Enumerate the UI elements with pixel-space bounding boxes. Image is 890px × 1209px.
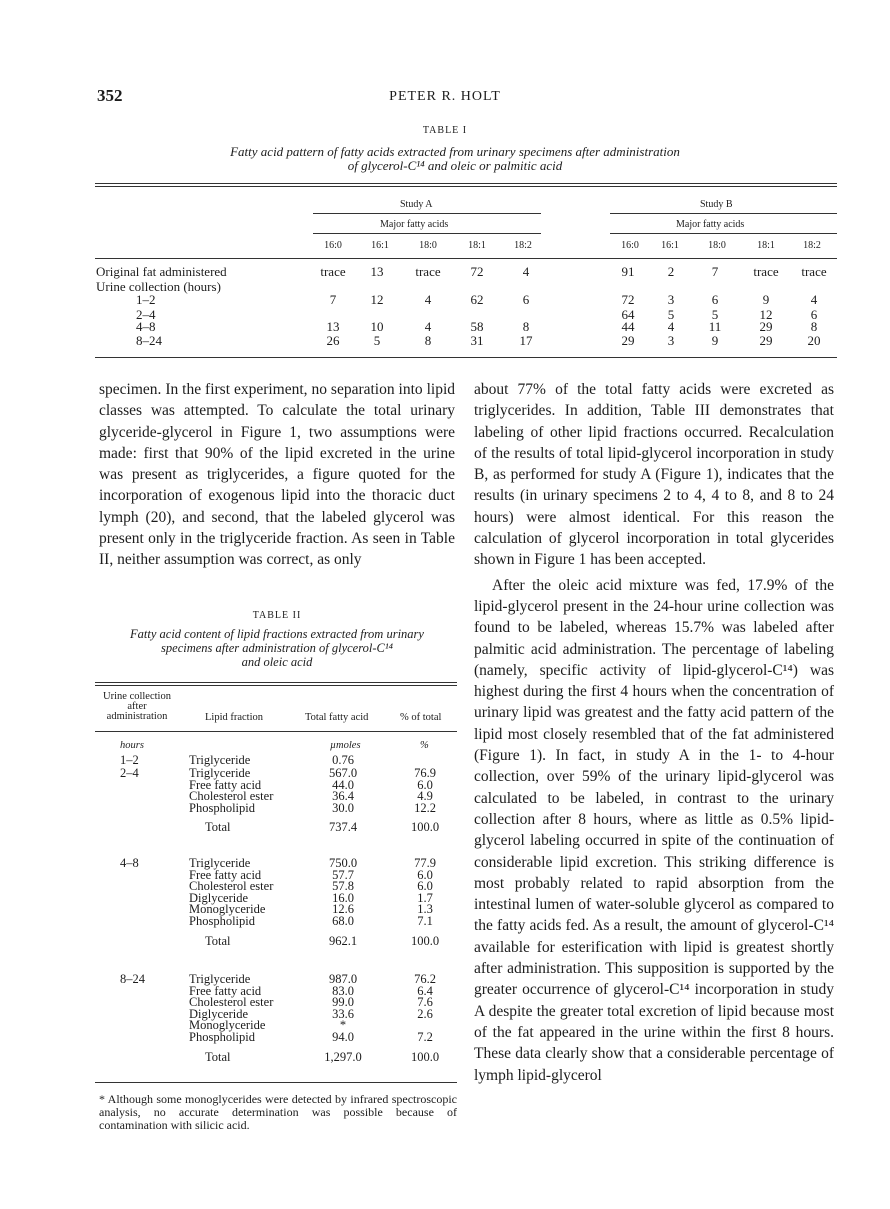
table1-cell-b: 9	[711, 333, 719, 348]
table2-pct-value: 6.0	[417, 867, 433, 882]
table2-pct-value: 7.2	[417, 1030, 433, 1044]
table2-fraction-name: Monoglyceride	[189, 902, 266, 917]
table2-fraction-name: Monoglyceride	[189, 1018, 266, 1033]
table2-total-label: Total	[205, 820, 231, 835]
table1-cell-b: 5	[711, 307, 719, 322]
table2-total-pct: 100.0	[410, 1049, 440, 1064]
table2-period: 4–8	[120, 856, 139, 870]
table2-pct-value: 1.3	[417, 902, 433, 917]
table2-total-tfa: 737.4	[328, 820, 358, 835]
table2-fraction-name: Free fatty acid	[189, 777, 262, 792]
table1-cell-a: 10	[370, 319, 384, 334]
table1-acid-head-b-3: 18:1	[757, 240, 775, 251]
table2-unit-hours: hours	[120, 740, 144, 751]
table1-cell-a: 31	[470, 333, 484, 348]
table1-cell-b: 9	[762, 292, 770, 307]
table2-pct-value: 76.9	[414, 766, 436, 780]
left-paragraph: specimen. In the first experiment, no separation into lipid classes was attempted. To calculate the total urinary glyceride-glycerol in Figure 1, two assumptions were made: first that 90% of the lipid excreted in the urine was present as triglycerides, a figure quoted for the incorporation of exogenous lipid into the thoracic duct lymph (20), and second, that the labeled glycerol was present only in the triglyceride fraction. As seen in Table II, neither assumption was correct, as only	[99, 381, 455, 569]
table2-fraction-name: Phospholipid	[189, 800, 255, 815]
table2-fraction-name: Triglyceride	[189, 753, 251, 767]
table2-tfa-value: 987.0	[328, 972, 358, 986]
table2-period: 2–4	[120, 766, 139, 780]
table1-cell-b: 3	[667, 333, 675, 348]
table2-fraction-name: Free fatty acid	[189, 983, 262, 998]
table2-fraction-name: Free fatty acid	[189, 867, 262, 882]
table2-tfa-value: 36.4	[332, 789, 354, 804]
table1-cell-b: 44	[621, 319, 635, 334]
table1-cell-b: 7	[711, 264, 719, 279]
table2-tfa-value: 0.76	[332, 753, 354, 767]
table1-cell-a: 17	[519, 333, 533, 348]
table1-acid-head-b-2: 18:0	[708, 240, 726, 251]
table2-tfa-value: 44.0	[332, 777, 354, 792]
table1-cell-b: 3	[667, 292, 675, 307]
table1-cell-b: 29	[621, 333, 635, 348]
table2-unit-pct: %	[420, 740, 429, 751]
table1-cell-b: 12	[759, 307, 773, 322]
table1-cell-a: 13	[326, 319, 340, 334]
table1-acid-head-a-2: 18:0	[419, 240, 437, 251]
table1-row-label: 1–2	[136, 292, 156, 307]
table1-cell-a: 4	[424, 292, 432, 307]
table2-fraction-name: Triglyceride	[189, 856, 251, 870]
table1-row-label: 2–4	[136, 307, 156, 322]
table2-fraction-name: Cholesterol ester	[189, 995, 274, 1010]
table1-cell-b: 6	[711, 292, 719, 307]
table1-cell-a: 62	[470, 292, 484, 307]
table1-cell-a: 5	[373, 333, 381, 348]
table1-major-b: Major fatty acids	[676, 219, 745, 230]
table2-pct-value: 77.9	[414, 856, 436, 870]
table1-caption-line1: Fatty acid pattern of fatty acids extracted from urinary specimens after administration	[230, 144, 680, 159]
table2-head-pct: % of total	[400, 712, 442, 723]
table2-total-label: Total	[205, 933, 231, 948]
table1-acid-head-a-1: 16:1	[371, 240, 389, 251]
table2-footnote: * Although some monoglycerides were detected by infrared spectroscopic analysis, no accurate determination was possible because of contamination with silicic acid.	[99, 1092, 457, 1132]
table1-cell-a: 8	[424, 333, 432, 348]
table2-fraction-name: Triglyceride	[189, 766, 251, 780]
table1-cell-a: 26	[326, 333, 340, 348]
table1-cell-a: 72	[470, 264, 484, 279]
table2-period: 8–24	[120, 972, 145, 986]
table2-label: TABLE II	[252, 610, 302, 621]
table2-pct-value: 4.9	[417, 789, 433, 804]
table1-cell-b: 4	[667, 319, 675, 334]
table2-fraction-name: Phospholipid	[189, 1030, 255, 1044]
table2-caption-line2: specimens after administration of glycerol-C¹⁴	[161, 641, 393, 655]
table2-period: 1–2	[120, 753, 139, 767]
table1-cell-a: 58	[470, 319, 484, 334]
table1-cell-b: 20	[807, 333, 821, 348]
table1-cell-b: 6	[810, 307, 818, 322]
running-head: PETER R. HOLT	[389, 89, 501, 104]
table2-pct-value: 7.6	[417, 995, 433, 1010]
table2-pct-value: 6.0	[417, 879, 433, 894]
table2-total-label: Total	[205, 1049, 231, 1064]
table1-cell-b: 4	[810, 292, 818, 307]
table2-bottom-rule	[95, 1082, 457, 1083]
table1-cell-b: trace	[753, 264, 779, 279]
table1-study-b: Study B	[700, 199, 733, 210]
table1-acid-head-b-4: 18:2	[803, 240, 821, 251]
table2-tfa-value: 99.0	[332, 995, 354, 1010]
table2-head-col1-l3: administration	[106, 711, 168, 722]
table1-row-label: 4–8	[136, 319, 156, 334]
table1-acid-head-a-3: 18:1	[468, 240, 486, 251]
table2-tfa-value: 750.0	[328, 856, 358, 870]
table2-pct-value: 1.7	[417, 890, 433, 905]
table1-cell-b: 72	[621, 292, 635, 307]
table1-cell-a: trace	[415, 264, 441, 279]
table2-pct-value: 7.1	[417, 914, 433, 928]
table2-fraction-name: Cholesterol ester	[189, 879, 274, 894]
table1-cell-b: 64	[621, 307, 635, 322]
table1-cell-a: 7	[329, 292, 337, 307]
table2-tfa-value: 12.6	[332, 902, 354, 917]
table1-cell-a: 4	[522, 264, 530, 279]
table1-caption-line2: of glycerol-C¹⁴ and oleic or palmitic acid	[347, 158, 563, 173]
table1-acid-head-a-0: 16:0	[324, 240, 342, 251]
table2-tfa-value: 68.0	[332, 914, 354, 928]
table1-acid-head-b-0: 16:0	[621, 240, 639, 251]
table1-study-a: Study A	[400, 199, 433, 210]
table2-total-pct: 100.0	[410, 933, 440, 948]
table1-cell-b: 2	[667, 264, 675, 279]
table1-label: TABLE I	[422, 125, 468, 136]
table2-fraction-name: Diglyceride	[189, 890, 249, 905]
table1-cell-a: trace	[320, 264, 346, 279]
table1-cell-b: 11	[708, 319, 722, 334]
table2-fraction-name: Diglyceride	[189, 1006, 249, 1021]
table2-pct-value: 6.0	[417, 777, 433, 792]
table2-caption-line1: Fatty acid content of lipid fractions extracted from urinary	[130, 627, 424, 641]
table2-tfa-value: 16.0	[332, 890, 354, 905]
table2-caption-line3: and oleic acid	[241, 655, 313, 669]
table1-row-label: Original fat administered	[96, 264, 227, 279]
table1-row-label: Urine collection (hours)	[96, 279, 221, 294]
table2-tfa-value: 33.6	[332, 1006, 354, 1021]
table1-major-a: Major fatty acids	[380, 219, 449, 230]
right-paragraph-2: After the oleic acid mixture was fed, 17.9% of the lipid-glycerol present in the 24-hour urine collection was found to be labeled, whereas 15.7% was labeled after palmitic acid administration. The percentage of labeling (namely, specific activity of lipid-glycerol-C¹⁴) was highest during the first 4 hours when the concentration of urinary lipid was greatest and the fatty acid pattern of the lipid most closely resembled that of the fat administered (Figure 1). In fact, in study A in the 1- to 4-hour collection, over 59% of the urinary lipid-glycerol was calculated to be labeled, in contrast to the urinary collection after 8 hours, where as little as 0.5% lipid-glycerol labeling occurred in spite of the continuation of considerable lipid excretion. This striking difference is most probably related to rapid absorption from the intestinal lumen of water-soluble glycerol as compared to the fatty acids fed. As a result, the amount of glycerol-C¹⁴ available for esterification with lipid is greatest shortly after administration. This supposition is supported by the greater occurrence of glycerol-C¹⁴ incorporation in study A despite the greater total excretion of lipid because most of the fat appeared in the urine within the first 8 hours. These data clearly show that a considerable percentage of lymph lipid-glycerol	[474, 576, 834, 1084]
table2-head-col1-l2: after	[127, 701, 147, 712]
table1-cell-b: 29	[759, 319, 773, 334]
table1-cell-b: 5	[667, 307, 675, 322]
right-paragraph-1: about 77% of the total fatty acids were excreted as triglycerides. In addition, Table III demonstrates that labeling of other lipid fractions occurred. Recalculation of the results of total lipid-glycerol incorporation in study B, as performed for study A (Figure 1), indicates that the results (in urinary specimens 2 to 4, 4 to 8, and 8 to 24 hours) were almost identical. For this reason the calculation of glycerol incorporation in total glycerides shown in Figure 1 has been accepted.	[474, 381, 834, 569]
table2-head-fraction: Lipid fraction	[205, 712, 264, 723]
table2-tfa-value: 30.0	[332, 800, 354, 815]
table2-fraction-name: Triglyceride	[189, 972, 251, 986]
table1-cell-a: 6	[522, 292, 530, 307]
table1-acid-head-b-1: 16:1	[661, 240, 679, 251]
table2-tfa-value: 567.0	[328, 766, 358, 780]
table1-row-label: 8–24	[136, 333, 162, 348]
table2-head-tfa: Total fatty acid	[305, 712, 369, 723]
table2-head-col1-l1: Urine collection	[103, 691, 171, 702]
table1-cell-a: 12	[370, 292, 384, 307]
table2-pct-value: 2.6	[417, 1006, 433, 1021]
table1-cell-b: 91	[621, 264, 635, 279]
table2-tfa-value: 94.0	[332, 1030, 354, 1044]
table2-fraction-name: Cholesterol ester	[189, 789, 274, 804]
table2-total-tfa: 962.1	[328, 933, 358, 948]
table2-tfa-value: 83.0	[332, 983, 354, 998]
table1-cell-a: 13	[370, 264, 384, 279]
table2-fraction-name: Phospholipid	[189, 914, 255, 928]
table2-total-pct: 100.0	[410, 820, 440, 835]
table2-pct-value: 6.4	[417, 983, 433, 998]
table2-tfa-value: 57.7	[332, 867, 354, 882]
page-number: 352	[97, 86, 123, 105]
table2-tfa-value: *	[339, 1018, 347, 1033]
table2-tfa-value: 57.8	[332, 879, 354, 894]
right-column-text	[474, 379, 834, 1086]
table1-cell-b: trace	[801, 264, 827, 279]
table2-pct-value: 12.2	[414, 800, 436, 815]
table2-pct-value: 76.2	[414, 972, 436, 986]
table1-cell-b: 8	[810, 319, 818, 334]
table2-total-tfa: 1,297.0	[324, 1049, 362, 1064]
table1-acid-head-a-4: 18:2	[514, 240, 532, 251]
table2-unit-umoles: µmoles	[330, 740, 361, 751]
table1-cell-b: 29	[759, 333, 773, 348]
table1-cell-a: 4	[424, 319, 432, 334]
table1-cell-a: 8	[522, 319, 530, 334]
